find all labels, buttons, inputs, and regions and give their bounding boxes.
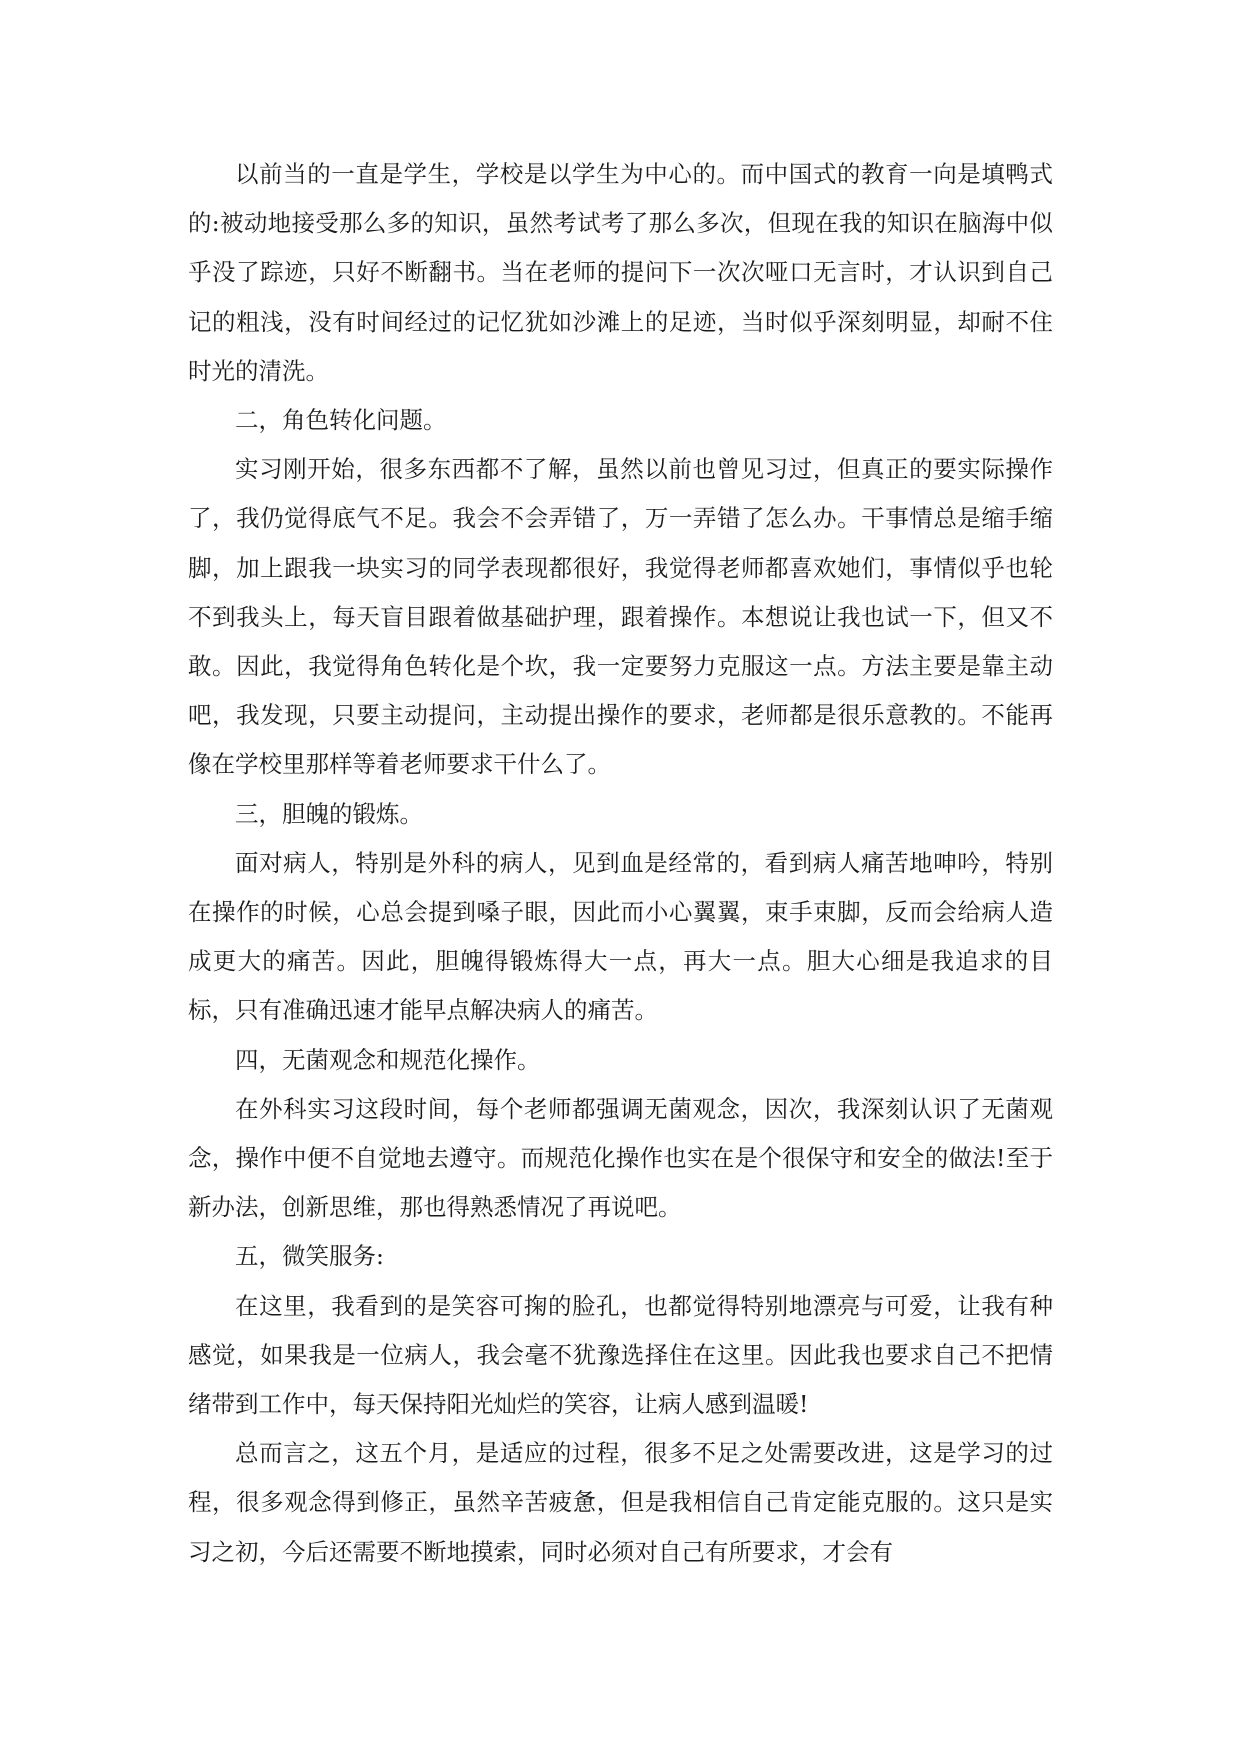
- paragraph-1: 以前当的一直是学生，学校是以学生为中心的。而中国式的教育一向是填鸭式的:被动地接受那么多的知识，虽然考试考了那么多次，但现在我的知识在脑海中似乎没了踪迹，只好不断翻书。当在老师的提问下一次次哑口无言时，才认识到自己记的粗浅，没有时间经过的记忆犹如沙滩上的足迹，当时似乎深刻明显，却耐不住时光的清洗。: [188, 160, 1053, 385]
- document-body: [188, 150, 1053, 1577]
- paragraph-2: 实习刚开始，很多东西都不了解，虽然以前也曾见习过，但真正的要实际操作了，我仍觉得底气不足。我会不会弄错了，万一弄错了怎么办。干事情总是缩手缩脚，加上跟我一块实习的同学表现都很好，我觉得老师都喜欢她们，事情似乎也轮不到我头上，每天盲目跟着做基础护理，跟着操作。本想说让我也试一下，但又不敢。因此，我觉得角色转化是个坎，我一定要努力克服这一点。方法主要是靠主动吧，我发现，只要主动提问，主动提出操作的要求，老师都是很乐意教的。不能再像在学校里那样等着老师要求干什么了。: [188, 455, 1053, 779]
- section-heading-3: 三，胆魄的锻炼。: [235, 799, 423, 828]
- paragraph-4: 在外科实习这段时间，每个老师都强调无菌观念，因次，我深刻认识了无菌观念，操作中便不自觉地去遵守。而规范化操作也实在是个很保守和安全的做法!至于新办法，创新思维，那也得熟悉情况了再说吧。: [188, 1094, 1053, 1222]
- paragraph-5: 在这里，我看到的是笑容可掬的脸孔，也都觉得特别地漂亮与可爱，让我有种感觉，如果我是一位病人，我会毫不犹豫选择住在这里。因此我也要求自己不把情绪带到工作中，每天保持阳光灿烂的笑容，让病人感到温暖!: [188, 1291, 1053, 1419]
- section-heading-4: 四，无菌观念和规范化操作。: [235, 1045, 541, 1074]
- section-heading-5: 五，微笑服务:: [235, 1242, 384, 1271]
- paragraph-3: 面对病人，特别是外科的病人，见到血是经常的，看到病人痛苦地呻吟，特别在操作的时候，心总会提到嗓子眼，因此而小心翼翼，束手束脚，反而会给病人造成更大的痛苦。因此，胆魄得锻炼得大一点，再大一点。胆大心细是我追求的目标，只有准确迅速才能早点解决病人的痛苦。: [188, 848, 1053, 1025]
- section-heading-2: 二，角色转化问题。: [235, 406, 447, 435]
- paragraph-6: 总而言之，这五个月，是适应的过程，很多不足之处需要改进，这是学习的过程，很多观念得到修正，虽然辛苦疲惫，但是我相信自己肯定能克服的。这只是实习之初，今后还需要不断地摸索，同时必须对自己有所要求，才会有: [188, 1439, 1053, 1566]
